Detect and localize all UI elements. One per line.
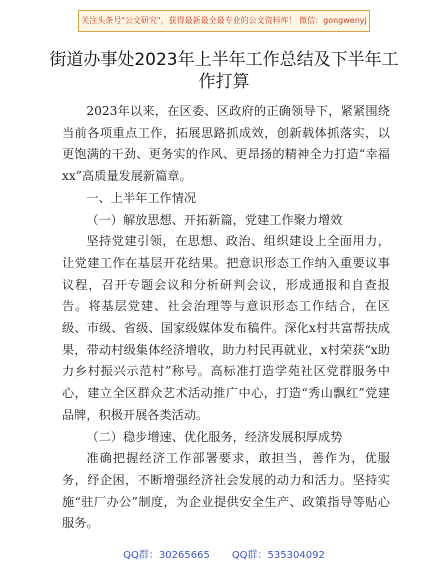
promo-banner: 关注头条号"公文研究"，获得最新最全最专业的公文资料库！ 微信：gongwenyj bbox=[78, 10, 370, 32]
section-heading: 一、上半年工作情况 bbox=[86, 190, 197, 205]
subsection-heading: （一）解放思想、开拓新篇，党建工作聚力增效 bbox=[86, 212, 343, 227]
subsection-heading: （二）稳步增速、优化服务，经济发展积厚成势 bbox=[86, 429, 343, 444]
footer-qq-group-1: QQ群：30265665 bbox=[123, 550, 210, 561]
intro-paragraph: 2023年以来，在区委、区政府的正确领导下，紧紧围绕当前各项重点工作，拓展思路抓成效，创新载体抓落实，以更饱满的干劲、更务实的作风、更昂扬的精神全力打造“幸福xx”高质量发展新篇章。 bbox=[62, 104, 390, 184]
footer-qq-group-2: QQ群：535304092 bbox=[231, 550, 325, 561]
footer bbox=[0, 546, 448, 561]
body-paragraph: 准确把握经济工作部署要求，敢担当，善作为，优服务，纾企困，不断增强经济社会发展的动力和活力。坚持实施“驻厂办公”制度，为企业提供安全生产、政策指导等贴心服务。 bbox=[62, 451, 390, 531]
document-title: 街道办事处2023年上半年工作总结及下半年工作打算 bbox=[49, 50, 399, 92]
body-paragraph: 坚持党建引领，在思想、政治、组织建设上全面用力，让党建工作在基层开花结果。把意识形态工作纳入重要议事议程，召开专题会议和分析研判会议，形成通报和自查报告。将基层党建、社会治理等与意识形态工作结合，在区级、市级、省级、国家级媒体发布稿件。深化x村共富帮扶成果，带动村级集体经济增收，助力村民再就业，x村荣获“x助力乡村振兴示范村”称号。高标准打造学苑社区党群服务中心，建立全区群众艺术活动推广中心，打造“秀山飘红”党建品牌，积极开展各类活动。 bbox=[62, 234, 390, 422]
document-body bbox=[62, 101, 390, 535]
